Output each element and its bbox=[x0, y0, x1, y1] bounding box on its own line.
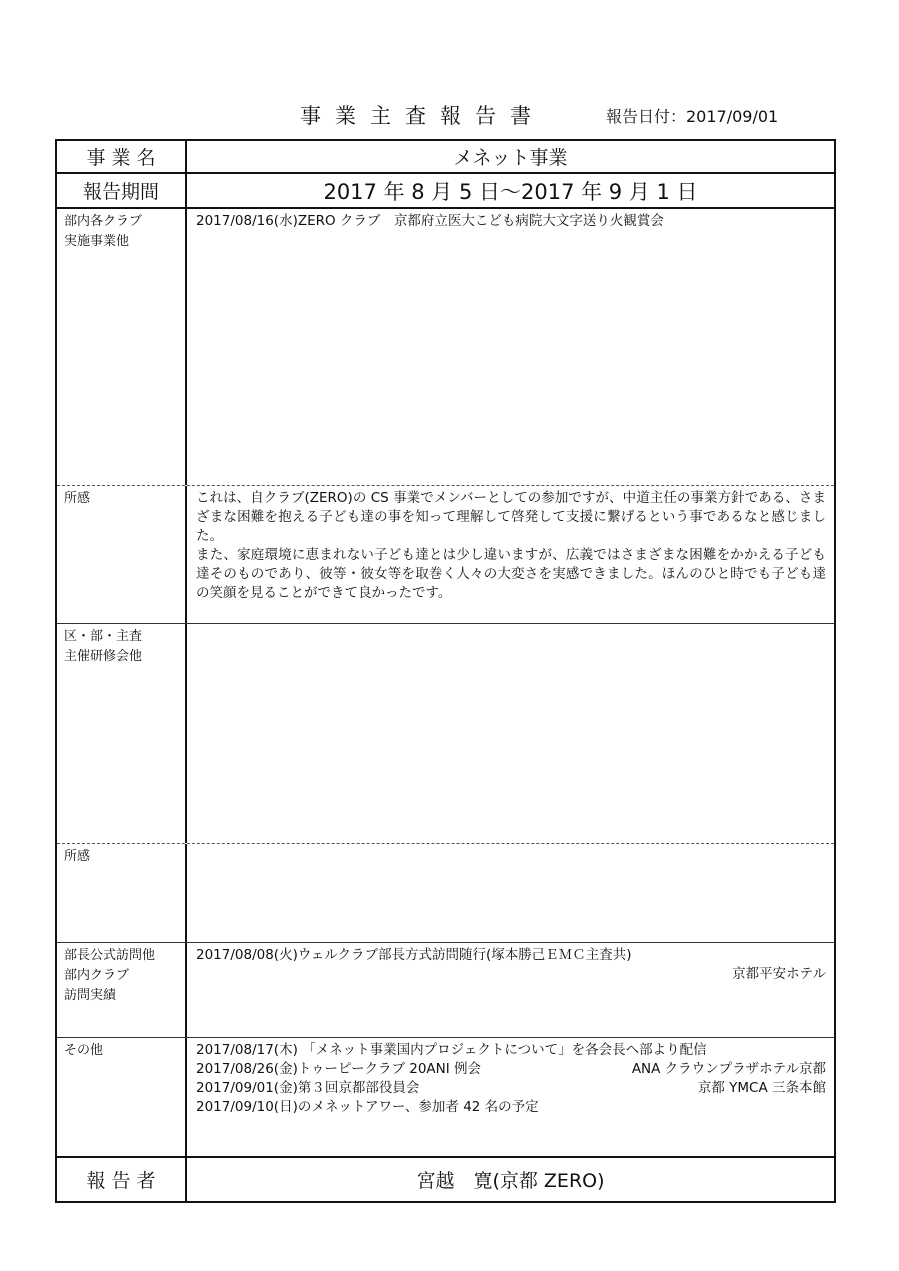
other-row bbox=[57, 1038, 834, 1158]
project-name-label: 事 業 名 bbox=[57, 141, 187, 172]
label-line: 部内各クラブ bbox=[64, 214, 143, 229]
impressions-row bbox=[57, 486, 834, 624]
club-events-content bbox=[187, 209, 834, 485]
impressions-label bbox=[57, 486, 187, 623]
list-item bbox=[196, 1098, 826, 1117]
list-item bbox=[196, 1060, 826, 1079]
document-title: 事業主査報告書 bbox=[300, 104, 545, 128]
report-date: 報告日付：2017/09/01 bbox=[606, 107, 779, 126]
district-training-label bbox=[57, 624, 187, 843]
report-period-value: 2017 年 8 月 5 日〜2017 年 9 月 1 日 bbox=[323, 179, 698, 204]
other-content bbox=[187, 1038, 834, 1156]
list-item: 2017/08/16(水)ZERO クラブ 京都府立医大こども病院大文字送り火観賞会 bbox=[196, 213, 664, 229]
other-label bbox=[57, 1038, 187, 1156]
official-visits-content bbox=[187, 943, 834, 1037]
impressions-content-2 bbox=[187, 844, 834, 942]
label-line: 訪問実績 bbox=[64, 988, 117, 1003]
project-name-value: メネット事業 bbox=[453, 147, 568, 169]
report-form bbox=[55, 139, 836, 1203]
district-training-content bbox=[187, 624, 834, 843]
label-line: 部内クラブ bbox=[64, 968, 130, 983]
report-period-label: 報告期間 bbox=[57, 174, 187, 207]
club-events-row bbox=[57, 209, 834, 486]
report-period-row bbox=[57, 174, 834, 209]
official-visits-label bbox=[57, 943, 187, 1037]
impressions-paragraph: これは、自クラブ(ZERO)の CS 事業でメンバーとしての参加ですが、中道主任の事業方針である、さまざまな困難を抱える子ども達の事を知って理解して啓発して支援に繋げるという事であるなと感じました。 bbox=[196, 490, 826, 544]
official-visits-row bbox=[57, 943, 834, 1038]
reporter-row bbox=[57, 1158, 834, 1201]
list-item: 2017/08/08(火)ウェルクラブ部長方式訪問随行(塚本勝己ＥＭＣ主査共) bbox=[196, 947, 632, 963]
reporter-value: 宮越 寛(京都 ZERO) bbox=[416, 1170, 605, 1192]
item-text: 2017/09/01(金)第３回京都部役員会 bbox=[196, 1080, 420, 1096]
club-events-label bbox=[57, 209, 187, 485]
label-line: 部長公式訪問他 bbox=[64, 948, 156, 963]
impressions-paragraph: また、家庭環境に恵まれない子ども達とは少し違いますが、広義ではさまざまな困難をかかえる子ども達そのものであり、彼等・彼女等を取巻く人々の大変さを実感できました。ほんのひと時でも子ども達の笑顔を見ることができて良かったです。 bbox=[196, 547, 826, 601]
label-line: 主催研修会他 bbox=[64, 649, 143, 664]
item-text: 2017/09/10(日)のメネットアワー、参加者 42 名の予定 bbox=[196, 1099, 539, 1115]
list-item bbox=[196, 1079, 826, 1098]
impressions-row-2 bbox=[57, 844, 834, 943]
label-line: その他 bbox=[64, 1043, 104, 1058]
label-line: 所感 bbox=[64, 491, 91, 506]
item-venue: ANA クラウンプラザホテル京都 bbox=[631, 1061, 826, 1077]
label-line: 区・部・主査 bbox=[64, 629, 143, 644]
impressions-content bbox=[187, 486, 834, 623]
district-training-row bbox=[57, 624, 834, 844]
item-text: 2017/08/26(金)トゥーピークラブ 20ANI 例会 bbox=[196, 1061, 482, 1077]
impressions-label-2 bbox=[57, 844, 187, 942]
label-line: 所感 bbox=[64, 849, 91, 864]
project-name-row bbox=[57, 141, 834, 174]
reporter-label: 報 告 者 bbox=[57, 1158, 187, 1201]
item-venue: 京都 YMCA 三条本館 bbox=[697, 1080, 826, 1096]
item-text: 2017/08/17(木) 「メネット事業国内プロジェクトについて」を各会長へ部より配信 bbox=[196, 1042, 707, 1058]
list-item bbox=[196, 1041, 826, 1060]
venue-text: 京都平安ホテル bbox=[732, 966, 826, 982]
label-line: 実施事業他 bbox=[64, 234, 130, 249]
